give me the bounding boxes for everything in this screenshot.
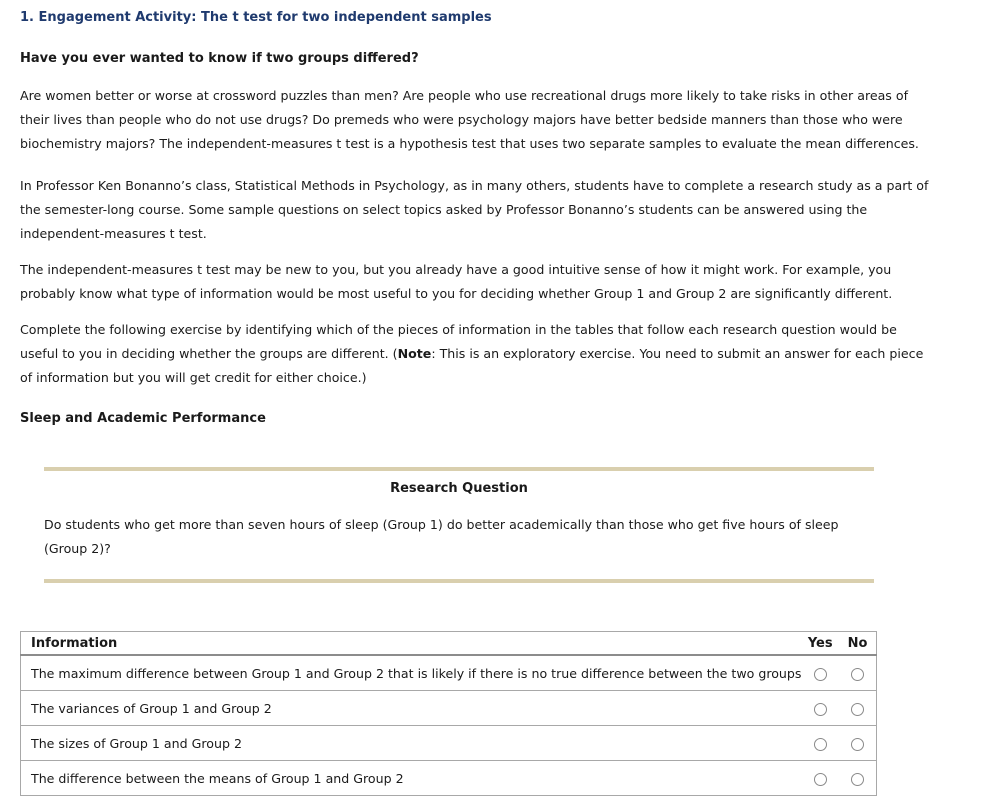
row-1-yes-radio[interactable] [814, 668, 827, 681]
instructions-text-end: : This is an exploratory exercise. You need to submit an answer for each piece of information but you will get credit for either choice.) [20, 346, 924, 385]
row-3-no-cell [839, 726, 877, 761]
header-information: Information [21, 632, 802, 656]
row-2-yes-cell [801, 691, 838, 726]
research-question-title: Research Question [390, 481, 528, 496]
row-2-no-radio[interactable] [851, 703, 864, 716]
divider-top [44, 467, 874, 471]
header-no: No [839, 632, 877, 656]
row-2-no-cell [839, 691, 877, 726]
research-question-text: Do students who get more than seven hours of sleep (Group 1) do better academically than those who get five hours of sleep (Group 2)? [44, 517, 839, 556]
intro-paragraph-1: Are women better or worse at crossword puzzles than men? Are people who use recreational drugs more likely to take risks in other areas of their lives than people who do not use drugs? Do premeds who were psychology majors have better bedside manners than those who were biochemistry majors? The independent-measures t test is a hypothesis test that uses two separate samples to evaluate the mean differences. [20, 88, 919, 151]
row-2-information: The variances of Group 1 and Group 2 [21, 691, 802, 726]
table-row [21, 761, 877, 796]
row-3-information: The sizes of Group 1 and Group 2 [21, 726, 802, 761]
activity-title: 1. Engagement Activity: The t test for two independent samples [20, 10, 492, 25]
table-row [21, 691, 877, 726]
intro-paragraph-2: In Professor Ken Bonanno’s class, Statistical Methods in Psychology, as in many others, students have to complete a research study as a part of the semester-long course. Some sample questions on select topics asked by Professor Bonanno’s students can be answered using the independent-measures t test. [20, 178, 929, 241]
section-title: Sleep and Academic Performance [20, 411, 266, 426]
row-4-no-cell [839, 761, 877, 796]
row-1-no-cell [839, 655, 877, 691]
divider-bottom [44, 579, 874, 583]
intro-heading: Have you ever wanted to know if two groups differed? [20, 51, 419, 66]
row-4-yes-radio[interactable] [814, 773, 827, 786]
information-table [20, 631, 877, 796]
table-header-row [21, 632, 877, 656]
row-3-yes-radio[interactable] [814, 738, 827, 751]
row-4-no-radio[interactable] [851, 773, 864, 786]
row-1-information: The maximum difference between Group 1 and Group 2 that is likely if there is no true difference between the two groups [21, 655, 802, 691]
note-label: Note [397, 346, 432, 361]
table-row [21, 726, 877, 761]
intro-paragraph-3: The independent-measures t test may be new to you, but you already have a good intuitive sense of how it might work. For example, you probably know what type of information would be most useful to you for deciding whether Group 1 and Group 2 are significantly different. [20, 262, 893, 301]
header-yes: Yes [801, 632, 838, 656]
row-4-yes-cell [801, 761, 838, 796]
row-3-no-radio[interactable] [851, 738, 864, 751]
row-4-information: The difference between the means of Group 1 and Group 2 [21, 761, 802, 796]
row-1-yes-cell [801, 655, 838, 691]
instructions-text-start: Complete the following exercise by identifying which of the pieces of information in the tables that follow each research question would be useful to you in deciding whether the groups are different. ( [20, 322, 897, 361]
table-row [21, 655, 877, 691]
instructions-paragraph [20, 318, 930, 390]
row-2-yes-radio[interactable] [814, 703, 827, 716]
row-1-no-radio[interactable] [851, 668, 864, 681]
row-3-yes-cell [801, 726, 838, 761]
